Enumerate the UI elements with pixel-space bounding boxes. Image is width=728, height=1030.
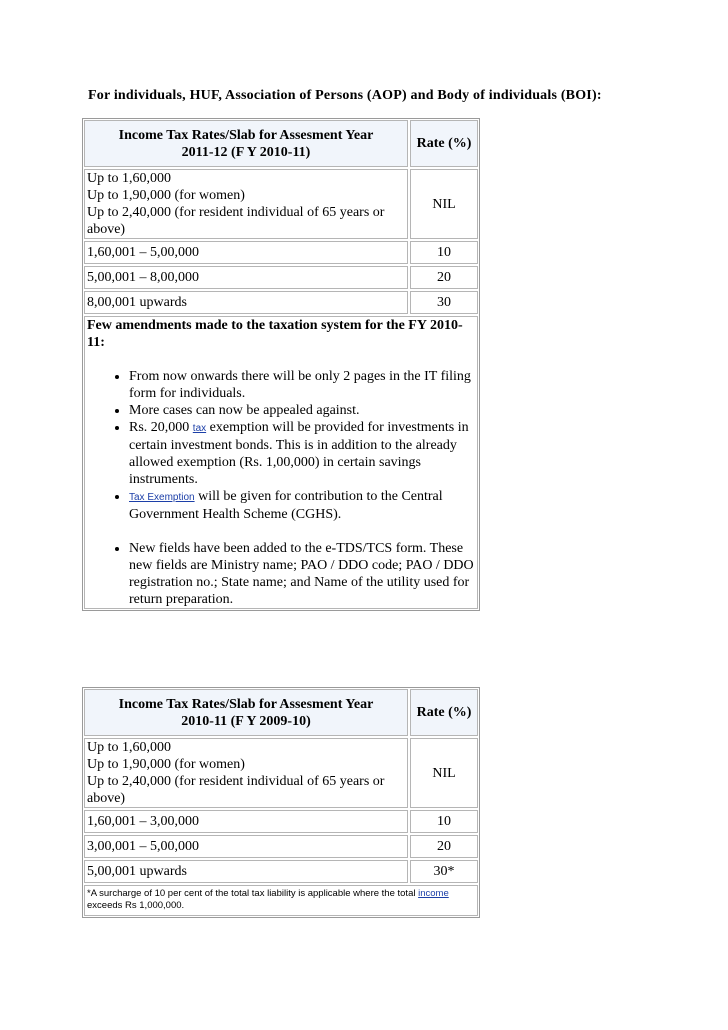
table-row [84,860,478,883]
header-line-1: Income Tax Rates/Slab for Assesment Year [118,697,374,712]
nil-line: Up to 2,40,000 (for resident individual of 65 years or [87,774,385,789]
income-link[interactable]: income [418,888,449,899]
table-header-row [84,120,478,167]
nil-slab-cell [84,738,408,808]
slab-cell: 1,60,001 – 3,00,000 [84,810,408,833]
table-row [84,266,478,289]
footnote-row [84,885,478,916]
header-line-2: 2011-12 (F Y 2010-11) [181,145,311,160]
nil-line: Up to 1,90,000 (for women) [87,188,245,203]
rate-cell: 10 [410,810,478,833]
rate-column-header: Rate (%) [410,689,478,736]
nil-line: Up to 1,60,000 [87,740,171,755]
table-row-nil [84,738,478,808]
footnote-text: *A surcharge of 10 per cent of the total tax liability is applicable where the total [87,888,419,899]
rate-cell: 20 [410,835,478,858]
rate-cell: 10 [410,241,478,264]
amendments-list [87,368,475,608]
item-text: exemption will be provided for investments in certain investment bonds. This is in addition to the already allowed exemption (Rs. 1,00,000) in certain savings instruments. [129,420,469,487]
amendments-cell [84,316,478,609]
tax-slab-table-2011-12 [82,118,480,611]
rate-cell: 30* [410,860,478,883]
rate-column-header: Rate (%) [410,120,478,167]
tax-link[interactable]: tax [192,423,207,434]
rate-cell: 20 [410,266,478,289]
table-row [84,835,478,858]
tax-slab-table-2010-11 [82,687,480,918]
nil-line: Up to 1,90,000 (for women) [87,757,245,772]
nil-line: above) [87,222,126,237]
nil-rate-cell: NIL [410,738,478,808]
nil-line: above) [87,791,126,806]
list-item [129,419,475,488]
surcharge-footnote [84,885,478,916]
table-row [84,291,478,314]
header-line-1: Income Tax Rates/Slab for Assesment Year [118,128,374,143]
table-row-nil [84,169,478,239]
header-line-2: 2010-11 (F Y 2009-10) [181,714,311,729]
rate-cell: 30 [410,291,478,314]
list-item: • From now onwards there will be only 2 pages in the IT filing form for individuals. [129,368,475,402]
list-item: • New fields have been added to the e-TDS/TCS form. These new fields are Ministry name; PAO / DDO code; PAO / DDO registration no.; State name; and Name of the utility used for return preparation. [129,540,475,608]
table-row [84,241,478,264]
nil-line: Up to 2,40,000 (for resident individual of 65 years or [87,205,385,220]
item-text: will be given for contribution to the Central Government Health Scheme (CGHS). [129,489,443,522]
nil-slab-cell [84,169,408,239]
amendments-title: Few amendments made to the taxation system for the FY 2010-11: [87,318,463,350]
nil-rate-cell: NIL [410,169,478,239]
slab-column-header [84,689,408,736]
tax-exemption-link[interactable]: Tax Exemption [129,492,195,503]
slab-cell: 3,00,001 – 5,00,000 [84,835,408,858]
slab-cell: 5,00,001 – 8,00,000 [84,266,408,289]
item-text: Rs. 20,000 [129,420,193,435]
table-row [84,810,478,833]
page-intro-heading: For individuals, HUF, Association of Persons (AOP) and Body of individuals (BOI): [88,88,602,103]
slab-cell: 1,60,001 – 5,00,000 [84,241,408,264]
slab-cell: 8,00,001 upwards [84,291,408,314]
table-header-row [84,689,478,736]
amendments-row [84,316,478,609]
nil-line: Up to 1,60,000 [87,171,171,186]
slab-cell: 5,00,001 upwards [84,860,408,883]
list-item [129,488,475,523]
list-item: • More cases can now be appealed against. [129,402,475,419]
footnote-text: exceeds Rs 1,000,000. [87,900,185,911]
slab-column-header [84,120,408,167]
